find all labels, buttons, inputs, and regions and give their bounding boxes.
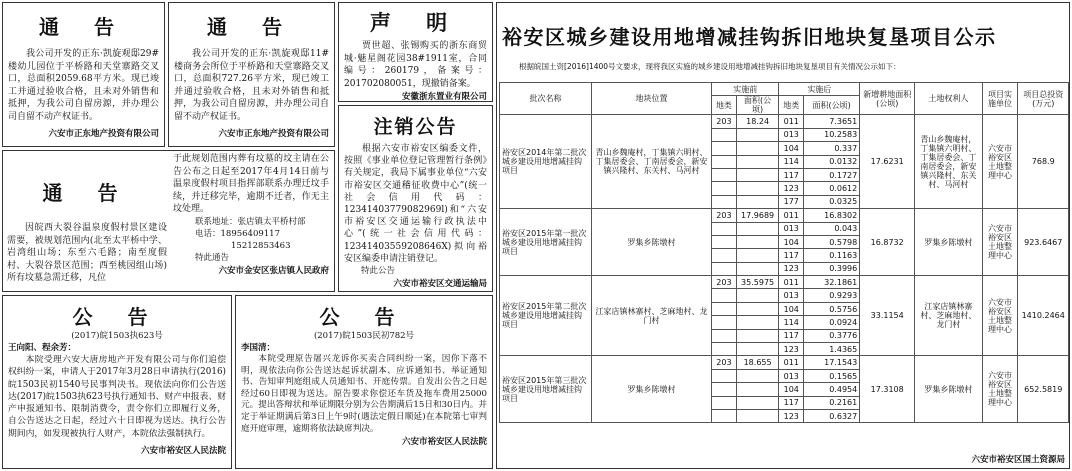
cancellation-tail: 特此公告 — [361, 266, 396, 277]
court-addressee: 李国清： — [241, 343, 276, 353]
post-area: 0.1565 — [804, 369, 860, 382]
header-batch-name: 批次名称 — [500, 83, 592, 115]
empty-cell — [712, 383, 737, 396]
header-location: 地块位置 — [592, 83, 712, 115]
post-code: 114 — [779, 155, 804, 168]
post-code: 011 — [779, 209, 804, 222]
post-area: 0.3996 — [804, 262, 860, 275]
post-area: 7.3651 — [804, 115, 860, 128]
post-area: 32.1861 — [804, 276, 860, 289]
post-code: 123 — [779, 343, 804, 356]
empty-cell — [736, 182, 779, 195]
post-code: 177 — [779, 195, 804, 208]
empty-cell — [736, 235, 779, 248]
new-land-area: 17.6231 — [860, 115, 915, 209]
cancellation-notice — [338, 105, 493, 292]
empty-cell — [736, 155, 779, 168]
statement-notice — [338, 2, 493, 102]
empty-cell — [712, 369, 737, 382]
post-area: 16.8302 — [804, 209, 860, 222]
post-code: 011 — [779, 356, 804, 369]
new-land-area: 16.8732 — [860, 209, 915, 276]
post-code: 104 — [779, 302, 804, 315]
post-code: 117 — [779, 168, 804, 181]
batch-location: 罗集乡陈墩村 — [592, 356, 712, 423]
batch-name: 裕安区2015年第一批次城乡建设用地增减挂钩项目 — [500, 209, 592, 276]
implementing-unit: 六安市裕安区土地整理中心 — [982, 276, 1018, 356]
post-area: 0.1163 — [804, 249, 860, 262]
land-owner: 青山乡魏庵村，丁集镇六明村、丁集居委会、丁南居委会，新安镇兴隆村、东关村、马河村 — [915, 115, 982, 209]
court-signature: 六安市裕安区人民法院 — [140, 446, 226, 457]
implementing-unit: 六安市裕安区土地整理中心 — [982, 356, 1018, 423]
empty-cell — [712, 343, 737, 356]
empty-cell — [712, 329, 737, 342]
land-owner: 罗集乡陈墩村 — [915, 209, 982, 276]
pre-area: 17.9689 — [736, 209, 779, 222]
batch-location: 青山乡魏庵村，丁集镇六明村、丁集居委会、丁南居委会，新安镇兴隆村、东关村、马河村 — [592, 115, 712, 209]
empty-cell — [712, 155, 737, 168]
empty-cell — [736, 142, 779, 155]
empty-cell — [736, 369, 779, 382]
notice-body: 我公司开发的正东·凯旋观邸11#楼商务会所位于平桥路和天堂寨路交叉口，总面积727.26平方米，现已竣工并通过验收合格，且未对外销售和抵押，为我公司自留房源，并办理公司自留不动产权证书。 — [174, 49, 329, 122]
new-land-area: 17.3108 — [860, 356, 915, 423]
empty-cell — [712, 182, 737, 195]
court-notice-title: 公 告 — [319, 305, 409, 329]
empty-cell — [712, 142, 737, 155]
post-area: 0.3776 — [804, 329, 860, 342]
empty-cell — [712, 409, 737, 422]
cancellation-signature: 六安市裕安区交通运输局 — [393, 279, 487, 290]
notice-title: 通 告 — [42, 181, 132, 205]
post-code: 013 — [779, 289, 804, 302]
notice-tomb-relocation — [2, 150, 335, 292]
notice-left-body: 因皖西大裂谷温泉度假村景区建设需要，被规划范围内(北至太平桥中学、岩湾组山场；东至六毛路；南至度假村、大裂谷景区范围；西至桃园组山场)所有坟墓急需迁移，凡位 — [7, 223, 167, 284]
pre-area: 18.655 — [736, 356, 779, 369]
notice-title: 通 告 — [39, 15, 128, 39]
cancellation-title: 注销公告 — [373, 116, 458, 138]
table-row — [500, 356, 1069, 369]
notice-phone-label: 电话： — [195, 228, 221, 239]
pre-code: 203 — [712, 276, 737, 289]
empty-cell — [712, 168, 737, 181]
empty-cell — [736, 409, 779, 422]
notice-signature: 六安市金安区张店镇人民政府 — [218, 265, 329, 276]
empty-cell — [736, 195, 779, 208]
project-table — [499, 82, 1069, 423]
header-post: 实施后 — [779, 83, 860, 96]
batch-location: 罗集乡陈墩村 — [592, 209, 712, 276]
post-area: 1.4365 — [804, 343, 860, 356]
post-area: 0.2161 — [804, 396, 860, 409]
empty-cell — [736, 302, 779, 315]
empty-cell — [712, 195, 737, 208]
court-notice-civil — [235, 295, 493, 469]
empty-cell — [736, 128, 779, 141]
empty-cell — [736, 168, 779, 181]
notice-right-body: 于此规划范围内葬有坟墓的坟主请在公告公布之日起至2017年4月14日前与温泉度假村项目指挥部联系办理迁坟手续，并迁移完毕，逾期不迁者，作无主坟处理。 — [173, 154, 329, 215]
post-code: 123 — [779, 262, 804, 275]
empty-cell — [712, 128, 737, 141]
post-code: 123 — [779, 182, 804, 195]
header-unit: 项目实施单位 — [982, 83, 1018, 115]
empty-cell — [712, 302, 737, 315]
post-code: 117 — [779, 329, 804, 342]
post-area: 0.0132 — [804, 155, 860, 168]
post-area: 0.1727 — [804, 168, 860, 181]
post-code: 117 — [779, 249, 804, 262]
empty-cell — [736, 222, 779, 235]
new-land-area: 33.1154 — [860, 276, 915, 356]
post-code: 104 — [779, 142, 804, 155]
post-area: 0.043 — [804, 222, 860, 235]
empty-cell — [736, 329, 779, 342]
post-code: 104 — [779, 383, 804, 396]
post-area: 0.6327 — [804, 409, 860, 422]
header-new-land: 新增耕地面积(公顷) — [860, 83, 915, 115]
batch-name: 裕安区2015年第三批次城乡建设用地增减挂钩项目 — [500, 356, 592, 423]
header-pre-code: 地类 — [712, 96, 737, 115]
post-code: 123 — [779, 409, 804, 422]
post-area: 17.1543 — [804, 356, 860, 369]
pre-code: 203 — [712, 115, 737, 128]
post-code: 013 — [779, 369, 804, 382]
notice-body: 我公司开发的正东·凯旋观邸29#楼幼儿园位于平桥路和天堂寨路交叉口，总面积2059.68平方米。现已竣工并通过验收合格，且未对外销售和抵押，为我公司自留房源，并办理公司自留不动产权证书。 — [8, 49, 159, 122]
court-body: 本院受理原告屠兴龙诉你买卖合同纠纷一案，因你下落不明，现依法向你公告送达起诉状副本、应诉通知书、举证通知书、告知审判庭组成人员通知书、开庭传票。自发出公告之日起经过60日即视为送达。原告要求你偿还车货及拖车费用25000元。提出答辩状和举证期限分别为公告期满后15日和30日内。并定于举证期满后第3日上午9时(遇法定假日顺延)在本院第七审判庭开庭审理，逾期将依法缺席判决。 — [241, 354, 487, 434]
empty-cell — [736, 262, 779, 275]
empty-cell — [736, 383, 779, 396]
total-investment: 652.5819 — [1018, 356, 1069, 423]
empty-cell — [712, 262, 737, 275]
pre-code: 203 — [712, 209, 737, 222]
project-subtitle: 根据皖国土资[2016]1400号文要求，现将我区实施的城乡建设用地增减挂钩拆旧地块复垦项目有关情况公示如下： — [519, 62, 901, 71]
notice-signature: 六安市正东地产投资有限公司 — [218, 128, 329, 139]
court-case-number: (2017)皖1503执623号 — [71, 331, 163, 341]
empty-cell — [736, 396, 779, 409]
court-body: 本院受理六安大唐房地产开发有限公司与你们追偿权纠纷一案，申请人于2017年3月28日申请执行(2016)皖1503民初1540号民事判决书。现依法向你们公告送达(2017)皖1503执623号执行通知书、财产申报表、财产申报通知书、限制消费令，责令你们立即履行义务，自公告送达之日起，经过六十日即视为送达。执行公告期间内，如发现被执行人财产，本院依法强制执行。 — [8, 355, 226, 439]
empty-cell — [712, 222, 737, 235]
pre-code: 203 — [712, 356, 737, 369]
header-pre: 实施前 — [712, 83, 779, 96]
total-investment: 923.6467 — [1018, 209, 1069, 276]
notice-signature: 六安市正东地产投资有限公司 — [48, 128, 159, 139]
post-area: 0.0924 — [804, 316, 860, 329]
notice-tail: 特此通告 — [195, 252, 230, 263]
empty-cell — [712, 249, 737, 262]
implementing-unit: 六安市裕安区土地整理中心 — [982, 115, 1018, 209]
table-row — [500, 115, 1069, 128]
statement-signature: 安徽浙东置业有限公司 — [401, 92, 487, 102]
empty-cell — [736, 343, 779, 356]
statement-title: 声 明 — [369, 11, 462, 35]
notice-title: 通 告 — [207, 15, 296, 39]
notice-phone-1: 18956409117 — [220, 228, 281, 239]
post-code: 011 — [779, 115, 804, 128]
court-signature: 六安市裕安区人民法院 — [401, 437, 487, 448]
pre-area: 18.24 — [736, 115, 779, 128]
cancellation-body: 根据六安市裕安区编委文件，按照《事业单位登记管理暂行条例》有关规定，我局下属事业单位“六安市裕安区交通稽征收费中心”(统一社会信用代码：12341403779082969l)和“六安市裕安区交通运输行政执法中心”(统一社会信用代码：12341403559208646X)拟向裕安区编委申请注销登记。 — [344, 144, 487, 264]
implementing-unit: 六安市裕安区土地整理中心 — [982, 209, 1018, 276]
statement-body: 贾世超、张锡购买的浙东商贸城·魅星阁花园38#1911室，合同编号：260179，备案号：201702080051，现撤销备案。 — [344, 41, 487, 89]
empty-cell — [712, 289, 737, 302]
post-code: 013 — [779, 222, 804, 235]
notice-zhengdong-clubhouse — [168, 2, 335, 147]
header-post-code: 地类 — [779, 96, 804, 115]
post-area: 0.5798 — [804, 235, 860, 248]
post-code: 104 — [779, 235, 804, 248]
land-owner: 江家店镇林寨村、芝麻地村、龙门村 — [915, 276, 982, 356]
empty-cell — [736, 249, 779, 262]
notice-contact: 联系地址：张店镇太平桥村部 — [195, 216, 306, 227]
batch-name: 裕安区2015年第二批次城乡建设用地增减挂钩项目 — [500, 276, 592, 356]
header-pre-area: 面积(公顷) — [736, 96, 779, 115]
empty-cell — [712, 316, 737, 329]
court-notice-title: 公 告 — [72, 305, 162, 329]
post-code: 013 — [779, 128, 804, 141]
batch-location: 江家店镇林寨村、芝麻地村、龙门村 — [592, 276, 712, 356]
total-investment: 1410.2464 — [1018, 276, 1069, 356]
post-area: 0.0612 — [804, 182, 860, 195]
notice-phone-line — [173, 228, 329, 240]
header-investment: 项目总投资(万元) — [1018, 83, 1069, 115]
empty-cell — [712, 235, 737, 248]
post-area: 0.0325 — [804, 195, 860, 208]
post-area: 0.4954 — [804, 383, 860, 396]
table-row — [500, 209, 1069, 222]
court-case-number: (2017)皖1503民初782号 — [313, 331, 415, 341]
post-area: 0.9293 — [804, 289, 860, 302]
batch-name: 裕安区2014年第二批次城乡建设用地增减挂钩项目 — [500, 115, 592, 209]
project-title: 裕安区城乡建设用地增减挂钩拆旧地块复垦项目公示 — [502, 25, 997, 49]
empty-cell — [736, 289, 779, 302]
table-row — [500, 276, 1069, 289]
header-owner: 土地权利人 — [915, 83, 982, 115]
total-investment: 768.9 — [1018, 115, 1069, 209]
project-signature: 六安市裕安区国土资源局 — [971, 455, 1065, 465]
notice-phone-2: 15212853463 — [231, 240, 291, 251]
notice-zhengdong-kindergarten — [2, 2, 165, 147]
court-addressee: 王向阳、程余芳： — [8, 343, 77, 353]
post-code: 114 — [779, 316, 804, 329]
empty-cell — [712, 396, 737, 409]
post-area: 0.5756 — [804, 302, 860, 315]
post-area: 0.337 — [804, 142, 860, 155]
post-code: 117 — [779, 396, 804, 409]
land-owner: 罗集乡陈墩村 — [915, 356, 982, 423]
court-notice-enforcement — [2, 295, 232, 469]
pre-area: 35.5975 — [736, 276, 779, 289]
post-area: 10.2583 — [804, 128, 860, 141]
post-code: 011 — [779, 276, 804, 289]
empty-cell — [736, 316, 779, 329]
header-post-area: 面积(公顷) — [804, 96, 860, 115]
